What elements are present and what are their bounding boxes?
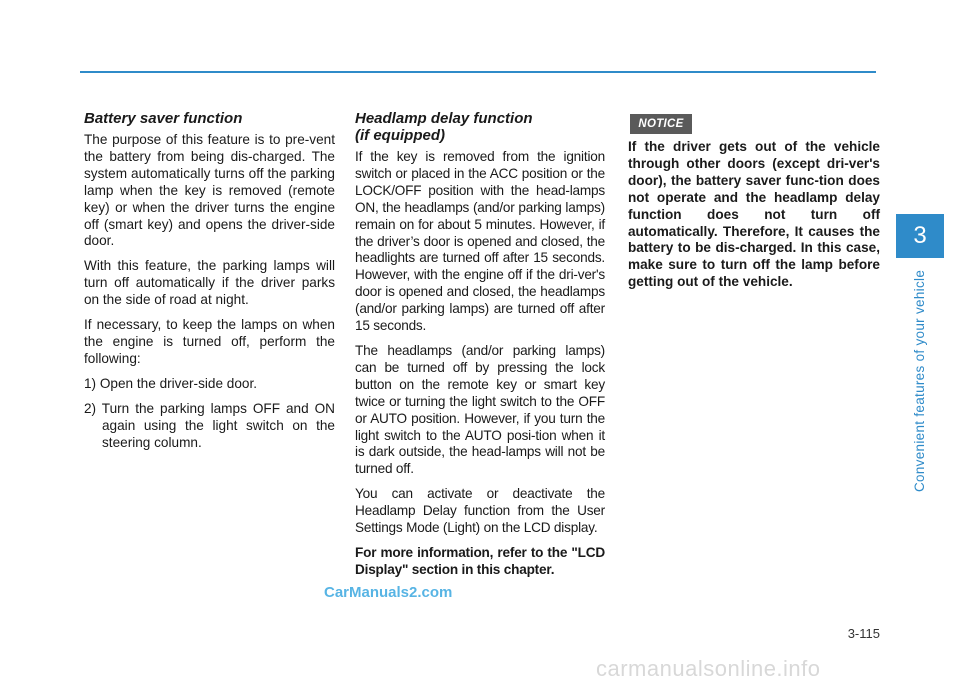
list-item: 1) Open the driver-side door. — [84, 375, 258, 391]
paragraph: With this feature, the parking lamps will turn off automatically if the driver parks on the side of road at night. — [84, 258, 335, 308]
section-heading-battery-saver: Battery saver function — [84, 110, 243, 127]
watermark-link[interactable]: CarManuals2.com — [324, 584, 453, 601]
chapter-tab: 3 — [896, 214, 944, 258]
paragraph: If necessary, to keep the lamps on when the engine is turned off, perform the following: — [84, 317, 335, 366]
chapter-title: Convenient features of your vehicle — [912, 269, 927, 492]
paragraph: The purpose of this feature is to pre-vent the battery from being dis-charged. The system automatically turns off the parking lamp when the key is removed (remote key) or when the driver turns the engine off (smart key) and opens the driver-side door. — [84, 132, 335, 249]
header-rule — [80, 71, 876, 73]
heading-line: (if equipped) — [355, 127, 445, 144]
list-item: 2) Turn the parking lamps OFF and ON again using the light switch on the steering column. — [84, 400, 335, 450]
section-heading-headlamp-delay — [355, 110, 605, 144]
paragraph-reference: For more information, refer to the "LCD Display" section in this chapter. — [355, 544, 605, 577]
paragraph: If the key is removed from the ignition switch or placed in the ACC position or the LOCK/OFF position with the head-lamps ON, the headlamps (and/or parking lamps) remain on for about 5 minutes. However, if the driver’s door is opened and closed, the headlights are turned off after 15 seconds. However, with the engine off if the dri-ver's door is opened and closed, the headlamps (and/or parking lamps) are turned off after 15 seconds. — [355, 149, 605, 334]
watermark-link[interactable]: carmanualsonline.info — [596, 656, 821, 681]
column-battery-saver — [84, 110, 335, 459]
notice-text: If the driver gets out of the vehicle through other doors (except dri-ver's door), the battery saver func-tion does not operate and the headlamp delay function does not turn off automatically. Therefore, It causes the battery to be dis-charged. In this case, make sure to turn off the lamp before getting out of the vehicle. — [628, 139, 880, 290]
paragraph: You can activate or deactivate the Headlamp Delay function from the User Settings Mode (Light) on the LCD display. — [355, 486, 605, 536]
heading-line: Headlamp delay function — [355, 110, 533, 127]
column-headlamp-delay — [355, 110, 605, 587]
notice-badge: NOTICE — [630, 114, 692, 134]
page-number: 3-115 — [847, 626, 880, 641]
paragraph: The headlamps (and/or parking lamps) can be turned off by pressing the lock button on the remote key or smart key twice or turning the light switch to the OFF or AUTO position. However, if you turn the light switch to the AUTO posi-tion when it is dark outside, the head-lamps will not be turned off. — [355, 342, 605, 477]
